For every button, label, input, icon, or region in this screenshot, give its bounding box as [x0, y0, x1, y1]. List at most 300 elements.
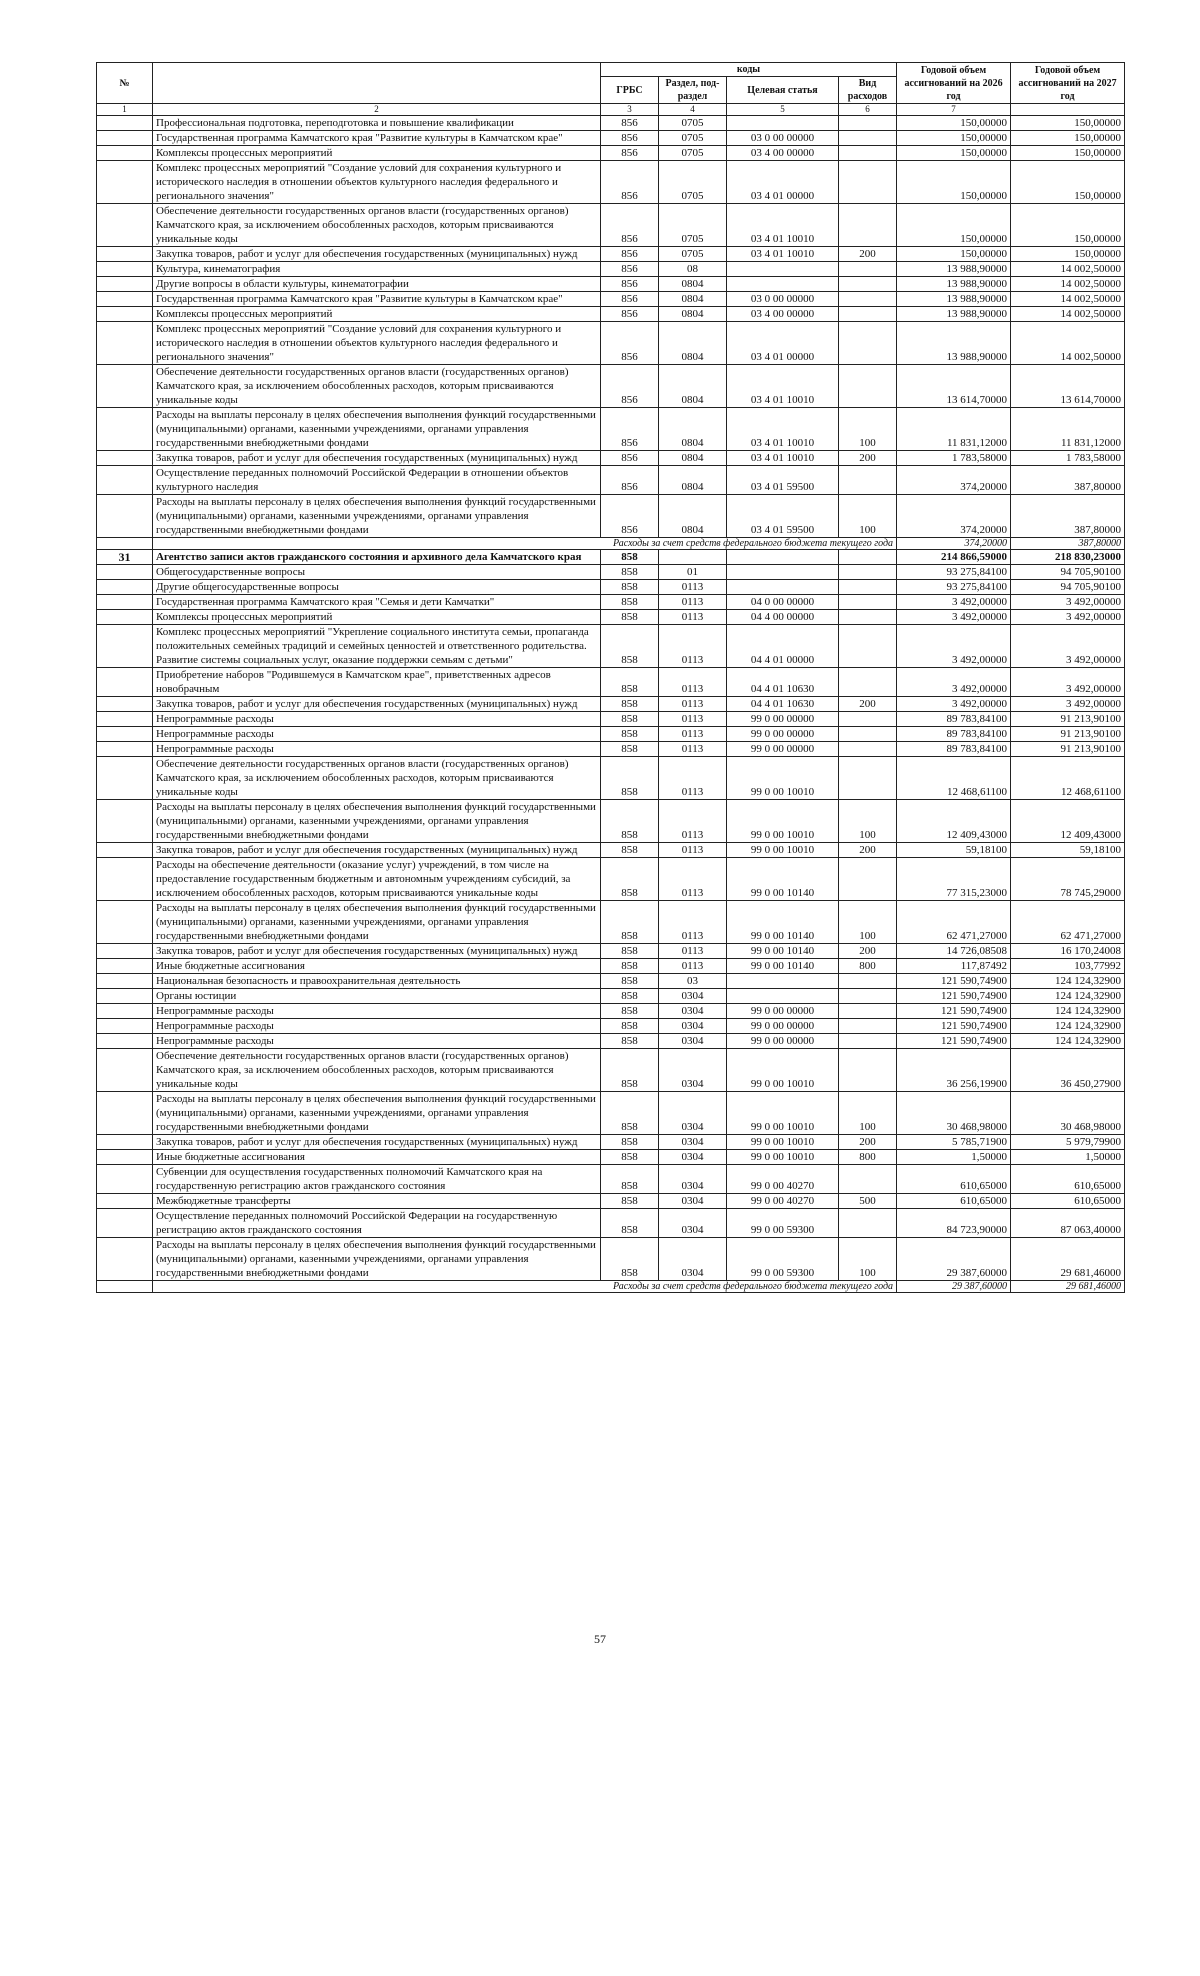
budget-table: [96, 62, 1125, 1293]
row-grbs: 858: [601, 625, 659, 668]
row-target-article: 99 0 00 00000: [727, 742, 839, 757]
row-amount-2026: 121 590,74900: [897, 1034, 1011, 1049]
row-amount-2026: 3 492,00000: [897, 668, 1011, 697]
row-section: 0304: [659, 989, 727, 1004]
table-row: [97, 858, 1125, 901]
row-amount-2026: 13 988,90000: [897, 292, 1011, 307]
row-number: [97, 204, 153, 247]
row-expense-type: [839, 116, 897, 131]
row-amount-2027: 12 409,43000: [1011, 800, 1125, 843]
row-amount-2027: 124 124,32900: [1011, 1004, 1125, 1019]
row-grbs: 858: [601, 1209, 659, 1238]
row-section: 0804: [659, 408, 727, 451]
row-target-article: 04 4 00 00000: [727, 610, 839, 625]
row-section: 08: [659, 262, 727, 277]
row-grbs: 858: [601, 697, 659, 712]
row-section: 01: [659, 565, 727, 580]
row-number: 31: [97, 550, 153, 565]
row-expense-type: 100: [839, 408, 897, 451]
row-amount-2026: 13 988,90000: [897, 322, 1011, 365]
row-name: Непрограммные расходы: [153, 712, 601, 727]
table-row: [97, 757, 1125, 800]
row-number: [97, 1238, 153, 1281]
row-grbs: 858: [601, 610, 659, 625]
row-number: [97, 322, 153, 365]
row-amount-2026: 3 492,00000: [897, 697, 1011, 712]
table-row: [97, 116, 1125, 131]
budget-sheet: [96, 62, 1124, 1293]
row-section: 0304: [659, 1092, 727, 1135]
row-section: 0705: [659, 247, 727, 262]
table-row: [97, 1092, 1125, 1135]
row-grbs: 856: [601, 307, 659, 322]
column-index: 4: [659, 104, 727, 116]
row-name: Непрограммные расходы: [153, 1019, 601, 1034]
row-target-article: [727, 116, 839, 131]
row-amount-2026: 121 590,74900: [897, 974, 1011, 989]
row-amount-2027: 3 492,00000: [1011, 697, 1125, 712]
row-grbs: 858: [601, 1150, 659, 1165]
row-target-article: [727, 277, 839, 292]
row-name: Комплекс процессных мероприятий "Создание условий для сохранения культурного и исторического наследия в отношении объектов культурного наследия федерального и регионального значения": [153, 322, 601, 365]
row-amount-2027: 218 830,23000: [1011, 550, 1125, 565]
row-number: [97, 1004, 153, 1019]
row-grbs: 856: [601, 204, 659, 247]
table-row: [97, 292, 1125, 307]
row-target-article: 99 0 00 10010: [727, 1135, 839, 1150]
row-section: 0113: [659, 901, 727, 944]
row-section: 0705: [659, 146, 727, 161]
row-grbs: 856: [601, 247, 659, 262]
row-amount-2026: 89 783,84100: [897, 712, 1011, 727]
row-number: [97, 727, 153, 742]
row-grbs: 858: [601, 565, 659, 580]
row-grbs: 856: [601, 146, 659, 161]
row-amount-2027: 12 468,61100: [1011, 757, 1125, 800]
row-target-article: [727, 974, 839, 989]
table-row: [97, 365, 1125, 408]
row-amount-2027: 150,00000: [1011, 116, 1125, 131]
row-section: 0304: [659, 1019, 727, 1034]
row-target-article: 99 0 00 59300: [727, 1238, 839, 1281]
row-name: Государственная программа Камчатского края "Семья и дети Камчатки": [153, 595, 601, 610]
row-grbs: 858: [601, 742, 659, 757]
federal-funds-note-row: [97, 538, 1125, 550]
row-number: [97, 800, 153, 843]
column-index: 6: [839, 104, 897, 116]
column-index: 3: [601, 104, 659, 116]
row-section: 0304: [659, 1049, 727, 1092]
row-name: Непрограммные расходы: [153, 742, 601, 757]
row-name: Национальная безопасность и правоохранительная деятельность: [153, 974, 601, 989]
row-grbs: 858: [601, 989, 659, 1004]
row-number: [97, 843, 153, 858]
row-number: [97, 1135, 153, 1150]
row-section: 0113: [659, 959, 727, 974]
row-amount-2026: 374,20000: [897, 538, 1011, 550]
row-expense-type: [839, 292, 897, 307]
row-target-article: 03 4 01 59500: [727, 495, 839, 538]
table-row: [97, 989, 1125, 1004]
table-row: [97, 843, 1125, 858]
row-amount-2026: 150,00000: [897, 146, 1011, 161]
row-name: Агентство записи актов гражданского состояния и архивного дела Камчатского края: [153, 550, 601, 565]
row-grbs: 858: [601, 843, 659, 858]
row-amount-2027: 124 124,32900: [1011, 974, 1125, 989]
row-name: Органы юстиции: [153, 989, 601, 1004]
row-amount-2026: 13 988,90000: [897, 307, 1011, 322]
row-target-article: 99 0 00 10140: [727, 944, 839, 959]
row-amount-2027: 91 213,90100: [1011, 712, 1125, 727]
row-amount-2027: 150,00000: [1011, 146, 1125, 161]
row-expense-type: [839, 595, 897, 610]
header-num: №: [97, 63, 153, 104]
row-number: [97, 989, 153, 1004]
row-grbs: 858: [601, 1135, 659, 1150]
row-expense-type: [839, 131, 897, 146]
row-name: Закупка товаров, работ и услуг для обеспечения государственных (муниципальных) нужд: [153, 697, 601, 712]
row-amount-2026: 121 590,74900: [897, 989, 1011, 1004]
row-expense-type: [839, 712, 897, 727]
row-section: 0804: [659, 451, 727, 466]
row-name: Комплекс процессных мероприятий "Укрепление социального института семьи, пропаганда положительных семейных традиций и семейных ценностей и ответственного родительства. Развитие системы социальных услуг, оказание поддержки семьям с детьми": [153, 625, 601, 668]
row-target-article: 99 0 00 10140: [727, 959, 839, 974]
row-section: 0804: [659, 495, 727, 538]
table-row: [97, 610, 1125, 625]
row-amount-2026: 610,65000: [897, 1165, 1011, 1194]
row-grbs: 856: [601, 292, 659, 307]
row-amount-2026: 150,00000: [897, 204, 1011, 247]
row-grbs: 858: [601, 959, 659, 974]
row-number: [97, 495, 153, 538]
row-expense-type: [839, 262, 897, 277]
row-target-article: 99 0 00 00000: [727, 712, 839, 727]
row-amount-2026: 36 256,19900: [897, 1049, 1011, 1092]
header-vol-2026: Годовой объем ассигнований на 2026 год: [897, 63, 1011, 104]
row-grbs: 858: [601, 727, 659, 742]
table-row: [97, 1238, 1125, 1281]
row-target-article: 04 0 00 00000: [727, 595, 839, 610]
row-name: Расходы на выплаты персоналу в целях обеспечения выполнения функций государственными (муниципальными) органами, казенными учреждениями, органами управления государственными внебюджетными фондами: [153, 408, 601, 451]
row-name: Обеспечение деятельности государственных органов власти (государственных органов) Камчатского края, за исключением обособленных расходов, которым присваиваются уникальные коды: [153, 365, 601, 408]
row-number: [97, 161, 153, 204]
column-index: 7: [897, 104, 1011, 116]
table-row: [97, 466, 1125, 495]
table-row: [97, 1019, 1125, 1034]
row-amount-2027: 29 681,46000: [1011, 1238, 1125, 1281]
row-name: Другие вопросы в области культуры, кинематографии: [153, 277, 601, 292]
row-amount-2027: 94 705,90100: [1011, 580, 1125, 595]
row-grbs: 856: [601, 466, 659, 495]
row-name: Комплексы процессных мероприятий: [153, 307, 601, 322]
row-amount-2027: 13 614,70000: [1011, 365, 1125, 408]
row-number: [97, 959, 153, 974]
row-expense-type: [839, 146, 897, 161]
row-section: 0304: [659, 1034, 727, 1049]
page-number: 57: [594, 1632, 606, 1646]
row-amount-2027: 1 783,58000: [1011, 451, 1125, 466]
row-name: Другие общегосударственные вопросы: [153, 580, 601, 595]
row-target-article: 04 4 01 10630: [727, 697, 839, 712]
row-amount-2026: 1,50000: [897, 1150, 1011, 1165]
table-row: [97, 1194, 1125, 1209]
row-expense-type: [839, 365, 897, 408]
table-row: [97, 247, 1125, 262]
row-section: 0304: [659, 1165, 727, 1194]
row-expense-type: [839, 989, 897, 1004]
row-amount-2027: 16 170,24008: [1011, 944, 1125, 959]
row-section: 0113: [659, 757, 727, 800]
row-expense-type: 200: [839, 1135, 897, 1150]
row-grbs: 858: [601, 974, 659, 989]
row-expense-type: [839, 161, 897, 204]
row-section: 0804: [659, 307, 727, 322]
row-target-article: [727, 565, 839, 580]
row-amount-2026: 150,00000: [897, 131, 1011, 146]
row-number: [97, 901, 153, 944]
table-row: [97, 625, 1125, 668]
row-grbs: 858: [601, 1092, 659, 1135]
row-expense-type: [839, 550, 897, 565]
row-amount-2027: 387,80000: [1011, 538, 1125, 550]
row-name: Закупка товаров, работ и услуг для обеспечения государственных (муниципальных) нужд: [153, 247, 601, 262]
row-amount-2027: 3 492,00000: [1011, 610, 1125, 625]
row-name: Закупка товаров, работ и услуг для обеспечения государственных (муниципальных) нужд: [153, 1135, 601, 1150]
row-target-article: 03 4 01 10010: [727, 408, 839, 451]
row-amount-2026: 150,00000: [897, 247, 1011, 262]
table-row: [97, 307, 1125, 322]
row-amount-2027: 3 492,00000: [1011, 595, 1125, 610]
row-amount-2027: 30 468,98000: [1011, 1092, 1125, 1135]
row-target-article: 03 4 01 59500: [727, 466, 839, 495]
row-expense-type: [839, 742, 897, 757]
row-amount-2027: 91 213,90100: [1011, 727, 1125, 742]
row-target-article: 03 0 00 00000: [727, 292, 839, 307]
table-row: [97, 800, 1125, 843]
row-amount-2027: 14 002,50000: [1011, 277, 1125, 292]
row-amount-2026: 3 492,00000: [897, 610, 1011, 625]
row-grbs: 856: [601, 161, 659, 204]
row-section: 0304: [659, 1194, 727, 1209]
table-row: [97, 495, 1125, 538]
row-number: [97, 610, 153, 625]
row-section: 0113: [659, 610, 727, 625]
row-amount-2026: 610,65000: [897, 1194, 1011, 1209]
row-name: Расходы на выплаты персоналу в целях обеспечения выполнения функций государственными (муниципальными) органами, казенными учреждениями, органами управления государственными внебюджетными фондами: [153, 800, 601, 843]
row-amount-2026: 374,20000: [897, 495, 1011, 538]
row-name: Осуществление переданных полномочий Российской Федерации на государственную регистрацию актов гражданского состояния: [153, 1209, 601, 1238]
row-expense-type: [839, 307, 897, 322]
row-target-article: 99 0 00 10010: [727, 1049, 839, 1092]
row-expense-type: 200: [839, 451, 897, 466]
row-expense-type: 100: [839, 800, 897, 843]
row-name: Комплексы процессных мероприятий: [153, 146, 601, 161]
row-amount-2026: 13 988,90000: [897, 277, 1011, 292]
row-amount-2026: 3 492,00000: [897, 625, 1011, 668]
row-section: 0113: [659, 742, 727, 757]
row-number: [97, 668, 153, 697]
row-grbs: 858: [601, 712, 659, 727]
row-expense-type: [839, 1019, 897, 1034]
row-amount-2027: 94 705,90100: [1011, 565, 1125, 580]
table-row: [97, 161, 1125, 204]
row-expense-type: [839, 757, 897, 800]
table-row: [97, 712, 1125, 727]
table-row: [97, 580, 1125, 595]
row-name: Государственная программа Камчатского края "Развитие культуры в Камчатском крае": [153, 131, 601, 146]
table-row: [97, 451, 1125, 466]
row-amount-2027: 78 745,29000: [1011, 858, 1125, 901]
table-row: [97, 742, 1125, 757]
table-row: [97, 1135, 1125, 1150]
row-amount-2026: 150,00000: [897, 161, 1011, 204]
row-target-article: [727, 262, 839, 277]
row-target-article: 99 0 00 10010: [727, 843, 839, 858]
row-grbs: 856: [601, 116, 659, 131]
table-row: [97, 974, 1125, 989]
row-expense-type: 100: [839, 1238, 897, 1281]
row-grbs: 858: [601, 580, 659, 595]
row-grbs: 856: [601, 408, 659, 451]
row-target-article: 99 0 00 10010: [727, 1092, 839, 1135]
row-section: 0113: [659, 843, 727, 858]
row-expense-type: 100: [839, 901, 897, 944]
row-number: [97, 625, 153, 668]
column-index: 1: [97, 104, 153, 116]
row-target-article: 04 4 01 10630: [727, 668, 839, 697]
row-amount-2027: 14 002,50000: [1011, 262, 1125, 277]
row-target-article: 03 4 01 00000: [727, 322, 839, 365]
row-target-article: 03 4 00 00000: [727, 307, 839, 322]
row-target-article: [727, 989, 839, 1004]
row-amount-2027: 36 450,27900: [1011, 1049, 1125, 1092]
row-section: 0705: [659, 116, 727, 131]
row-grbs: 858: [601, 1004, 659, 1019]
table-row: [97, 204, 1125, 247]
row-section: 0705: [659, 204, 727, 247]
row-section: 0113: [659, 625, 727, 668]
table-row: [97, 595, 1125, 610]
row-amount-2026: 121 590,74900: [897, 1019, 1011, 1034]
row-name: Осуществление переданных полномочий Российской Федерации в отношении объектов культурного наследия: [153, 466, 601, 495]
row-amount-2026: 5 785,71900: [897, 1135, 1011, 1150]
row-name: Расходы на выплаты персоналу в целях обеспечения выполнения функций государственными (муниципальными) органами, казенными учреждениями, органами управления государственными внебюджетными фондами: [153, 495, 601, 538]
row-amount-2027: 3 492,00000: [1011, 625, 1125, 668]
row-section: 0113: [659, 580, 727, 595]
row-name: Комплексы процессных мероприятий: [153, 610, 601, 625]
header-name: [153, 63, 601, 104]
row-section: 0804: [659, 466, 727, 495]
row-expense-type: [839, 1165, 897, 1194]
table-row: [97, 697, 1125, 712]
row-section: 0113: [659, 727, 727, 742]
row-number: [97, 757, 153, 800]
row-expense-type: 800: [839, 1150, 897, 1165]
row-target-article: 99 0 00 00000: [727, 1019, 839, 1034]
header-grbs: ГРБС: [601, 77, 659, 104]
table-row: [97, 1004, 1125, 1019]
table-row: [97, 901, 1125, 944]
row-number: [97, 116, 153, 131]
row-number: [97, 1194, 153, 1209]
row-name: Закупка товаров, работ и услуг для обеспечения государственных (муниципальных) нужд: [153, 843, 601, 858]
row-amount-2027: 14 002,50000: [1011, 292, 1125, 307]
table-row: [97, 959, 1125, 974]
row-section: 0705: [659, 131, 727, 146]
row-number: [97, 408, 153, 451]
row-target-article: 99 0 00 10140: [727, 858, 839, 901]
row-amount-2027: 150,00000: [1011, 247, 1125, 262]
row-target-article: 99 0 00 00000: [727, 727, 839, 742]
row-target-article: 03 4 00 00000: [727, 146, 839, 161]
header-expense-type: Вид расходов: [839, 77, 897, 104]
row-grbs: 856: [601, 451, 659, 466]
row-grbs: 858: [601, 595, 659, 610]
row-expense-type: 200: [839, 944, 897, 959]
row-name: Государственная программа Камчатского края "Развитие культуры в Камчатском крае": [153, 292, 601, 307]
row-grbs: 858: [601, 668, 659, 697]
row-expense-type: [839, 466, 897, 495]
column-index: [1011, 104, 1125, 116]
row-expense-type: 200: [839, 843, 897, 858]
row-number: [97, 451, 153, 466]
row-target-article: 99 0 00 10010: [727, 757, 839, 800]
row-expense-type: [839, 1049, 897, 1092]
header-row: [97, 63, 1125, 77]
row-target-article: 03 4 01 00000: [727, 161, 839, 204]
row-amount-2027: 150,00000: [1011, 204, 1125, 247]
row-amount-2027: 14 002,50000: [1011, 322, 1125, 365]
row-amount-2026: 3 492,00000: [897, 595, 1011, 610]
row-number: [97, 1092, 153, 1135]
row-number: [97, 1165, 153, 1194]
row-grbs: 858: [601, 550, 659, 565]
row-grbs: 858: [601, 1034, 659, 1049]
row-name: Межбюджетные трансферты: [153, 1194, 601, 1209]
table-row: [97, 550, 1125, 565]
table-row: [97, 727, 1125, 742]
header-codes: коды: [601, 63, 897, 77]
row-grbs: 856: [601, 262, 659, 277]
table-row: [97, 277, 1125, 292]
row-section: 0113: [659, 858, 727, 901]
row-amount-2027: 62 471,27000: [1011, 901, 1125, 944]
row-name: Непрограммные расходы: [153, 1004, 601, 1019]
row-name: Закупка товаров, работ и услуг для обеспечения государственных (муниципальных) нужд: [153, 944, 601, 959]
row-number: [97, 262, 153, 277]
row-section: 0804: [659, 322, 727, 365]
row-amount-2027: 14 002,50000: [1011, 307, 1125, 322]
row-amount-2027: 29 681,46000: [1011, 1281, 1125, 1293]
row-amount-2026: 29 387,60000: [897, 1238, 1011, 1281]
row-amount-2026: 93 275,84100: [897, 565, 1011, 580]
row-amount-2026: 93 275,84100: [897, 580, 1011, 595]
row-grbs: 856: [601, 131, 659, 146]
row-number: [97, 292, 153, 307]
row-amount-2027: 124 124,32900: [1011, 1034, 1125, 1049]
row-grbs: 858: [601, 1238, 659, 1281]
row-amount-2027: 150,00000: [1011, 131, 1125, 146]
row-number: [97, 247, 153, 262]
header-section: Раздел, под-раздел: [659, 77, 727, 104]
row-amount-2026: 59,18100: [897, 843, 1011, 858]
row-amount-2027: 5 979,79900: [1011, 1135, 1125, 1150]
row-amount-2027: 11 831,12000: [1011, 408, 1125, 451]
row-target-article: 99 0 00 10010: [727, 1150, 839, 1165]
row-target-article: 99 0 00 10140: [727, 901, 839, 944]
row-amount-2026: 30 468,98000: [897, 1092, 1011, 1135]
table-row: [97, 408, 1125, 451]
